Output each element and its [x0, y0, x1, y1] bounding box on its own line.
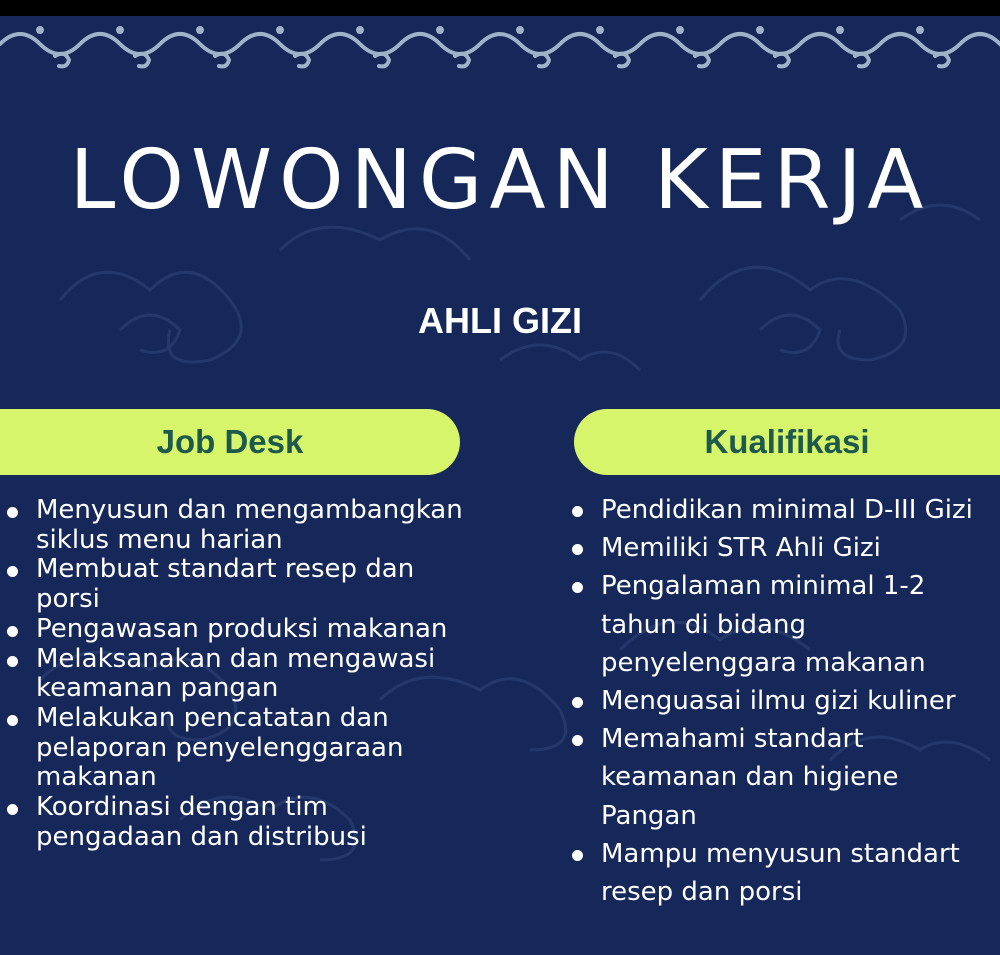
list-item: Pengalaman minimal 1-2 tahun di bidang penyelenggara makanan	[565, 567, 995, 682]
list-item: Memiliki STR Ahli Gizi	[565, 529, 995, 567]
list-item: Menyusun dan mengambangkan siklus menu harian	[0, 496, 470, 555]
list-item: Koordinasi dengan tim pengadaan dan distribusi	[0, 793, 470, 852]
position-title: AHLI GIZI	[418, 300, 582, 341]
list-item: Pengawasan produksi makanan	[0, 615, 470, 645]
list-item: Melakukan pencatatan dan pelaporan penyelenggaraan makanan	[0, 704, 470, 793]
wave-ornament	[0, 14, 1000, 84]
job-desk-heading	[0, 409, 460, 475]
list-item: Melaksanakan dan mengawasi keamanan pangan	[0, 645, 470, 704]
job-desk-list	[0, 496, 470, 852]
kualifikasi-heading-label: Kualifikasi	[704, 423, 870, 460]
poster-title: LOWONGAN KERJA	[69, 133, 931, 228]
kualifikasi-heading	[574, 409, 1000, 475]
list-item: Memahami standart keamanan dan higiene Pangan	[565, 720, 995, 835]
list-item: Mampu menyusun standart resep dan porsi	[565, 835, 995, 911]
list-item: Membuat standart resep dan porsi	[0, 555, 470, 614]
job-desk-heading-label: Job Desk	[156, 423, 304, 460]
list-item: Menguasai ilmu gizi kuliner	[565, 682, 995, 720]
kualifikasi-list	[565, 491, 995, 911]
list-item: Pendidikan minimal D-III Gizi	[565, 491, 995, 529]
